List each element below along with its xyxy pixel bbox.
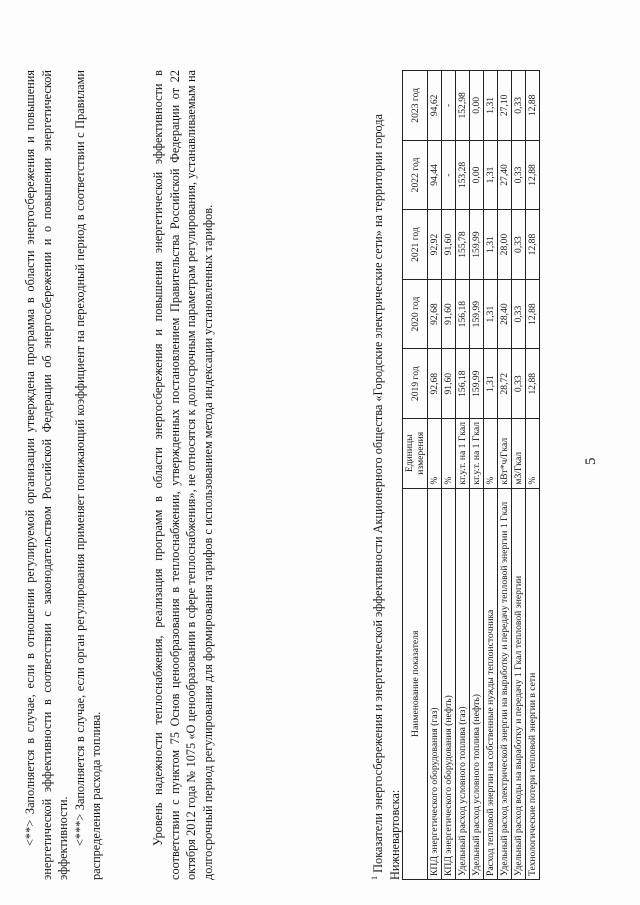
value-2021: 159,99 (470, 210, 484, 280)
value-2021: 0,33 (512, 210, 526, 280)
unit-cell: кВт*ч/Гкал (498, 418, 512, 488)
table-row (484, 71, 498, 880)
value-2020: 12,88 (526, 279, 540, 349)
indicator-name: Удельный расход воды на выработку и передачу 1 Гкал тепловой энергии (512, 488, 526, 879)
value-2023: 27,10 (498, 71, 512, 141)
table-caption-text: Показатели энергосбережения и энергетической эффективности Акционерного общества «Городские электрические сети» на территории города Нижневартовска: (371, 114, 402, 880)
indicator-name: Расход тепловой энергии на собственные нужды теплоисточника (484, 488, 498, 879)
value-2023: - (442, 71, 456, 141)
unit-cell: м3/Гкал (512, 418, 526, 488)
header-indicator-name: Наименование показателя (403, 488, 428, 879)
table-row (470, 71, 484, 880)
value-2020: 0,33 (512, 279, 526, 349)
value-2021: 28,00 (498, 210, 512, 280)
table-row (456, 71, 470, 880)
header-year-2022: 2022 год (403, 140, 428, 210)
unit-cell: % (428, 418, 442, 488)
footnote-mark: 1 (370, 876, 379, 880)
reliability-paragraph (150, 70, 216, 880)
value-2019: 1,31 (484, 349, 498, 419)
value-2022: 12,88 (526, 140, 540, 210)
value-2019: 92,68 (428, 349, 442, 419)
value-2020: 91,60 (442, 279, 456, 349)
value-2021: 1,31 (484, 210, 498, 280)
note-triple-asterisk: <***> Заполняется в случае, если орган регулирования применяет понижающий коэффициент на переходный период в соответствии с Правилами распределения расхода топлива. (72, 70, 104, 880)
value-2022: 0,33 (512, 140, 526, 210)
value-2022: - (442, 140, 456, 210)
indicator-name: Технологические потери тепловой энергии в сети (526, 488, 540, 879)
page-number: 5 (583, 457, 599, 465)
indicators-table (402, 70, 540, 880)
table-row (442, 71, 456, 880)
value-2019: 156,18 (456, 349, 470, 419)
value-2021: 91,60 (442, 210, 456, 280)
value-2019: 12,88 (526, 349, 540, 419)
unit-cell: кг.у.т. на 1 Гкал (456, 418, 470, 488)
indicator-name: Удельный расход условного топлива (газ) (456, 488, 470, 879)
value-2023: 1,31 (484, 71, 498, 141)
table-caption (367, 70, 403, 880)
value-2019: 159,99 (470, 349, 484, 419)
header-year-2023: 2023 год (403, 71, 428, 141)
reliability-text: Уровень надежности теплоснабжения, реализация программ в области энергосбережения и повышения энергетической эффективности в соответствии с пунктом 75 Основ ценообразования в теплоснабжении, утвержденных постановлением Правительства Российской Федерации от 22 октября 2012 года № 1075 «О ценообразовании в сфере теплоснабжения», не относятся к долгосрочным параметрам регулирования, устанавливаемым на долгосрочный период регулирования для формирования тарифов с использованием метода индексации установленных тарифов. (151, 70, 215, 880)
table-row (512, 71, 526, 880)
header-year-2021: 2021 год (403, 210, 428, 280)
value-2022: 0,00 (470, 140, 484, 210)
value-2020: 159,99 (470, 279, 484, 349)
notes-block (22, 70, 105, 880)
indicator-name: Удельный расход электрической энергии на выработку и передачу тепловой энергии 1 Гкал (498, 488, 512, 879)
value-2020: 92,68 (428, 279, 442, 349)
value-2019: 91,60 (442, 349, 456, 419)
value-2021: 155,78 (456, 210, 470, 280)
value-2023: 0,33 (512, 71, 526, 141)
value-2023: 0,00 (470, 71, 484, 141)
table-row (498, 71, 512, 880)
unit-cell: кг.у.т. на 1 Гкал (470, 418, 484, 488)
table-header-row (403, 71, 428, 880)
value-2022: 94,44 (428, 140, 442, 210)
value-2019: 28,72 (498, 349, 512, 419)
value-2022: 153,28 (456, 140, 470, 210)
note-double-asterisk: <**> Заполняется в случае, если в отношении регулируемой организации утверждена программа в области энергосбережения и повышения энергетической эффективности в соответствии с законодательством Российской Федерации об энергосбережении и о повышении энергетической эффективности. (23, 70, 71, 880)
unit-cell: % (484, 418, 498, 488)
value-2022: 27,40 (498, 140, 512, 210)
value-2023: 152,98 (456, 71, 470, 141)
value-2022: 1,31 (484, 140, 498, 210)
value-2021: 12,88 (526, 210, 540, 280)
value-2020: 1,31 (484, 279, 498, 349)
value-2020: 156,18 (456, 279, 470, 349)
table-row (526, 71, 540, 880)
indicator-name: КПД энергетического оборудования (нефть) (442, 488, 456, 879)
header-year-2020: 2020 год (403, 279, 428, 349)
value-2021: 92,92 (428, 210, 442, 280)
value-2023: 94,62 (428, 71, 442, 141)
table-row (428, 71, 442, 880)
indicator-name: КПД энергетического оборудования (газ) (428, 488, 442, 879)
header-year-2019: 2019 год (403, 349, 428, 419)
value-2020: 28,40 (498, 279, 512, 349)
indicator-name: Удельный расход условного топлива (нефть) (470, 488, 484, 879)
unit-cell: % (442, 418, 456, 488)
header-unit: Единицы измерения (403, 418, 428, 488)
value-2023: 12,88 (526, 71, 540, 141)
value-2019: 0,33 (512, 349, 526, 419)
unit-cell: % (526, 418, 540, 488)
